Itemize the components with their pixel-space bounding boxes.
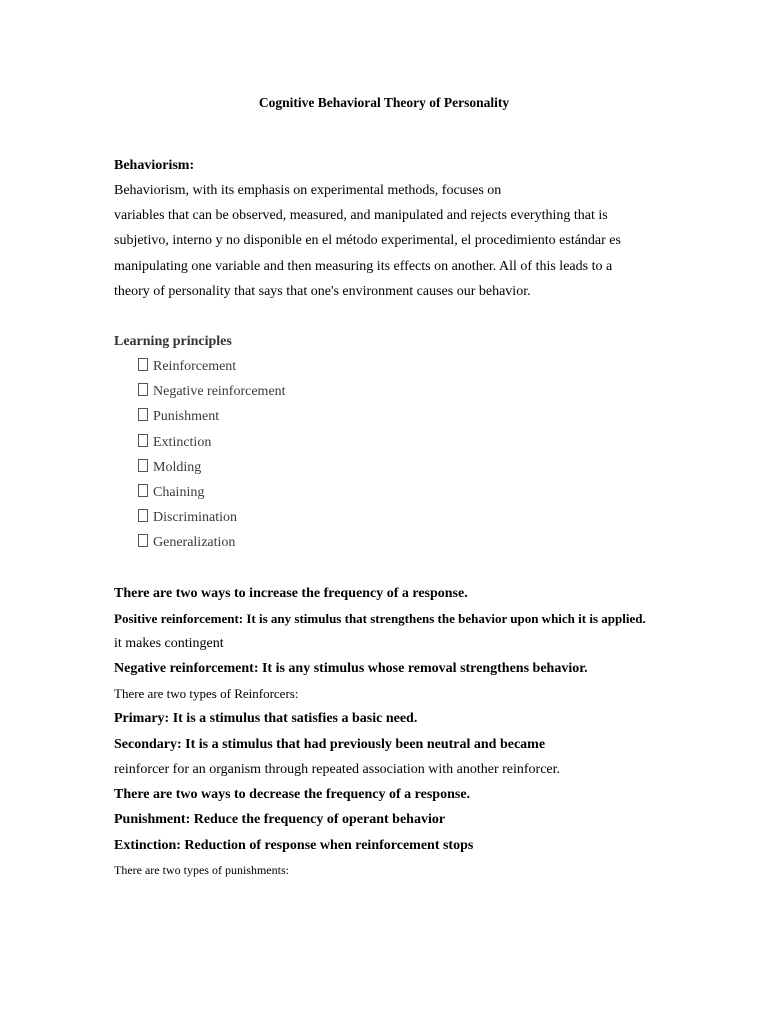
list-item-label: Discrimination <box>153 510 237 525</box>
list-item-label: Negative reinforcement <box>153 384 286 399</box>
section-heading-decrease: There are two ways to decrease the frequency of a response. <box>114 787 471 802</box>
list-item <box>138 484 204 502</box>
checkbox-square-icon <box>138 358 148 371</box>
behaviorism-heading: Behaviorism: <box>114 158 195 173</box>
list-item-label: Punishment <box>153 409 220 424</box>
checkbox-square-icon <box>138 484 148 497</box>
definition-extinction: Extinction: Reduction of response when reinforcement stops <box>114 838 474 853</box>
checkbox-square-icon <box>138 408 148 421</box>
definition-secondary: Secondary: It is a stimulus that had previously been neutral and became <box>114 737 546 752</box>
list-item-label: Extinction <box>153 435 212 450</box>
paragraph-line: There are two types of Reinforcers: <box>114 686 299 701</box>
checkbox-square-icon <box>138 383 148 396</box>
list-item <box>138 459 201 477</box>
checkbox-square-icon <box>138 434 148 447</box>
section-heading-increase: There are two ways to increase the frequency of a response. <box>114 586 468 601</box>
learning-principles-heading: Learning principles <box>114 334 232 349</box>
paragraph-line: Behaviorism, with its emphasis on experimental methods, focuses on <box>114 183 502 198</box>
list-item-label: Chaining <box>153 485 205 500</box>
list-item <box>138 408 219 426</box>
checkbox-square-icon <box>138 459 148 472</box>
paragraph-line: reinforcer for an organism through repeated association with another reinforcer. <box>114 762 561 777</box>
paragraph-line: subjetivo, interno y no disponible en el método experimental, el procedimiento estándar es <box>114 233 621 248</box>
definition-primary: Primary: It is a stimulus that satisfies a basic need. <box>114 711 418 726</box>
list-item-label: Molding <box>153 460 202 475</box>
list-item <box>138 534 235 552</box>
paragraph-line: it makes contingent <box>114 636 224 651</box>
paragraph-line: variables that can be observed, measured, and manipulated and rejects everything that is <box>114 208 608 223</box>
checkbox-square-icon <box>138 509 148 522</box>
list-item <box>138 509 237 527</box>
definition-punishment: Punishment: Reduce the frequency of operant behavior <box>114 812 446 827</box>
list-item <box>138 358 236 376</box>
list-item <box>138 383 286 401</box>
list-item-label: Generalization <box>153 535 236 550</box>
paragraph-line: manipulating one variable and then measuring its effects on another. All of this leads to a <box>114 259 613 274</box>
definition-positive-reinforcement: Positive reinforcement: It is any stimulus that strengthens the behavior upon which it is applied. <box>114 611 646 626</box>
checkbox-square-icon <box>138 534 148 547</box>
list-item <box>138 434 211 452</box>
paragraph-line: There are two types of punishments: <box>114 863 289 877</box>
page-title: Cognitive Behavioral Theory of Personality <box>258 95 510 110</box>
list-item-label: Reinforcement <box>153 359 237 374</box>
paragraph-line: theory of personality that says that one's environment causes our behavior. <box>114 284 531 299</box>
definition-negative-reinforcement: Negative reinforcement: It is any stimulus whose removal strengthens behavior. <box>114 661 588 676</box>
